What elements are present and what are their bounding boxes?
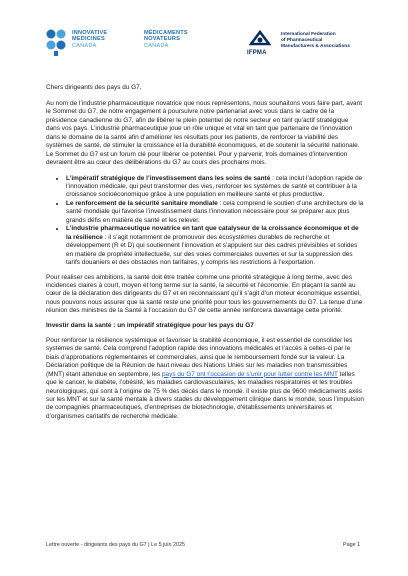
list-item-text: : il s’agit notamment de promouvoir des écosystèmes durables de recherche et développement (R et D) qui soutiennent l’innovation et s’appuient sur des cadres prévisibles et solides en matière de propriété intellectuelle, sur des voies commerciales ouvertes et sur la suppression des tarifs douaniers et des obstacles non tarifaires, y compris les restrictions à l’exportation. — [66, 233, 358, 267]
list-item — [66, 225, 364, 267]
imc-fr-line3: CANADA — [144, 42, 169, 49]
page-number: Page 1 — [343, 542, 361, 548]
list-item-title: L’industrie pharmaceutique novatrice en tant que catalyseur de la croissance économique et de la résilience — [66, 225, 359, 241]
imc-logo-text — [72, 30, 188, 49]
imc-fr-line2: NOVATEURS — [144, 36, 181, 43]
list-item — [66, 175, 364, 200]
imc-fr-line1: MÉDICAMENTS — [144, 30, 188, 36]
ambitions-paragraph: Pour réaliser ces ambitions, la santé doit être traitée comme une priorité stratégique à long terme, avec des incidences claires à court, moyen et long terme sur la santé, la sécurité et l’économie. En plaçant la santé au cœur de la déclaration des dirigeants du G7 et en reconnaissant qu’il s’agit d’un moteur économique essentiel, nous pouvons nous assurer que la santé reste une priorité pour tous les gouvernements du G7. La tenue d’une réunion des ministres de la Santé à l’occasion du G7 de cette année renforcera davantage cette priorité. — [46, 273, 363, 315]
intro-paragraph: Au nom de l’industrie pharmaceutique novatrice que nous représentons, nous souhaitons vous faire part, avant le Sommet du G7, de notre engagement à poursuivre notre partenariat avec vous dans le cadre de la présidence canadienne du G7, afin de libérer le plein potentiel de notre secteur en tant qu’actif stratégique dans vos pays. L’industrie pharmaceutique joue un rôle unique et vital en tant que partenaire de l’innovation dans le domaine de la santé afin d’améliorer les résultats pour les patients, de renforcer la viabilité des systèmes de santé, de stimuler la croissance et la durabilité économiques, et de soutenir la sécurité nationale. Le Sommet du G7 est un forum clé pour libérer ce potentiel. Pour y parvenir, trois domaines d’intervention devraient être au cœur des délibérations du G7 au cours des prochains mois. — [46, 99, 362, 167]
imc-french-name — [144, 30, 188, 49]
ifpma-name-line1: International Federation — [281, 32, 336, 37]
investment-text-start: Pour renforcer la résilience systémique et favoriser la stabilité économique, il est essentiel de consolider les systèmes de santé. Cela comprend l’adoption rapide des innovations médicales et l’accès à celles-ci par le biais d’approbations réglementaires et commerciales, ainsi que le remboursement fondé sur la valeur. La Déclaration politique de la Réunion de haut niveau des Nations Unies sur les maladies non transmissibles (MNT) étant attendue en septembre, les — [46, 336, 353, 378]
section-heading: Investir dans la santé : un impératif stratégique pour les pays du G7 — [46, 322, 254, 330]
ifpma-acronym: IFPMA — [247, 50, 267, 56]
ifpma-name-line2: of Pharmaceutical — [281, 38, 323, 43]
ifpma-full-name — [281, 32, 350, 50]
list-item — [66, 200, 364, 225]
imc-logo-mark-icon — [44, 27, 70, 57]
investment-text-end: telles que le cancer, le diabète, l’obésité, les maladies cardiovasculaires, les maladies respiratoires et les troubles neurologiques, qui sont à l’origine de 75 % des décès dans le monde. Il existe plus de 9600 médicaments axés sur les MNT et sur la santé mentale à divers stades du développement clinique dans le monde, sous l’impulsion de compagnies pharmaceutiques, d’entreprises de biotechnologie, d’établissements universitaires et d’organismes caritatifs de recherche médicale. — [46, 370, 364, 420]
list-item-text: : cela inclut l’adoption rapide de l’innovation médicale, qui peut transformer des vies, renforcer les systèmes de santé et contribuer à la croissance socioéconomique grâce à une population en meilleure santé et plus productive. — [66, 174, 363, 199]
list-item-title: L’impératif stratégique de l’investissement dans les soins de santé — [66, 174, 271, 182]
imc-en-line2: MEDICINES — [72, 36, 105, 43]
imc-en-line3: CANADA — [72, 42, 97, 49]
footer-document-info: Lettre ouverte - dirigeants des pays du G7 | Le 5 juin 2025 — [46, 542, 185, 548]
ifpma-name-line3: Manufacturers & Associations — [281, 44, 350, 49]
priority-list — [46, 175, 364, 268]
imc-en-line1: INNOVATIVE — [72, 30, 108, 36]
greeting: Chers dirigeants des pays du G7, — [46, 84, 142, 91]
list-item-text: : cela comprend le soutien d’une architecture de la santé mondiale qui favorise l’investissement dans l’innovation nécessaire pour se préparer aux plus grands défis en matière de santé et les relever. — [66, 199, 364, 224]
investment-paragraph — [46, 337, 364, 422]
list-item-title: Le renforcement de la sécurité sanitaire mondiale — [66, 199, 218, 207]
letter-body — [46, 84, 364, 421]
imc-logo — [44, 27, 194, 59]
ifpma-logo — [247, 28, 377, 58]
g7-ncd-link[interactable]: pays du G7 ont l’occasion de s’unir pour lutter contre les MNT — [161, 370, 338, 378]
imc-english-name — [72, 30, 107, 49]
ifpma-logo-mark-icon — [247, 28, 273, 52]
